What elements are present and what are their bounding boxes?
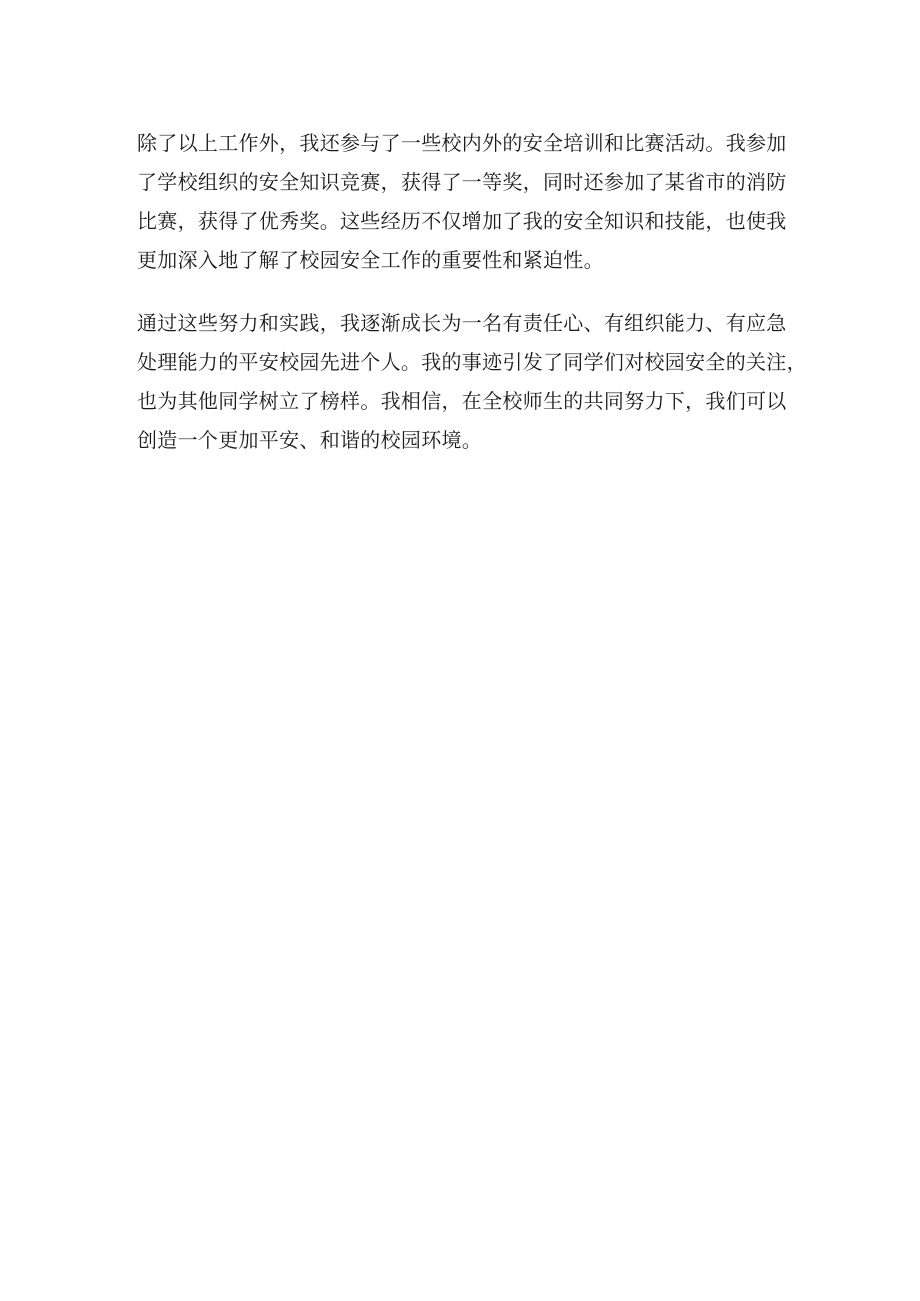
text-line: 比赛，获得了优秀奖。这些经历不仅增加了我的安全知识和技能，也使我 [137,209,787,233]
document-body [137,124,807,460]
text-line: 更加深入地了解了校园安全工作的重要性和紧迫性。 [137,248,604,272]
text-line: 除了以上工作外，我还参与了一些校内外的安全培训和比赛活动。我参加 [137,131,787,155]
text-line: 也为其他同学树立了榜样。我相信，在全校师生的共同努力下，我们可以 [137,389,787,413]
text-line: 通过这些努力和实践，我逐渐成长为一名有责任心、有组织能力、有应急 [137,311,787,335]
text-line: 处理能力的平安校园先进个人。我的事迹引发了同学们对校园安全的关注， [137,350,807,374]
text-line: 了学校组织的安全知识竞赛，获得了一等奖，同时还参加了某省市的消防 [137,170,787,194]
paragraph-2 [137,304,807,460]
paragraph-1 [137,124,797,280]
text-line: 创造一个更加平安、和谐的校园环境。 [137,428,483,452]
